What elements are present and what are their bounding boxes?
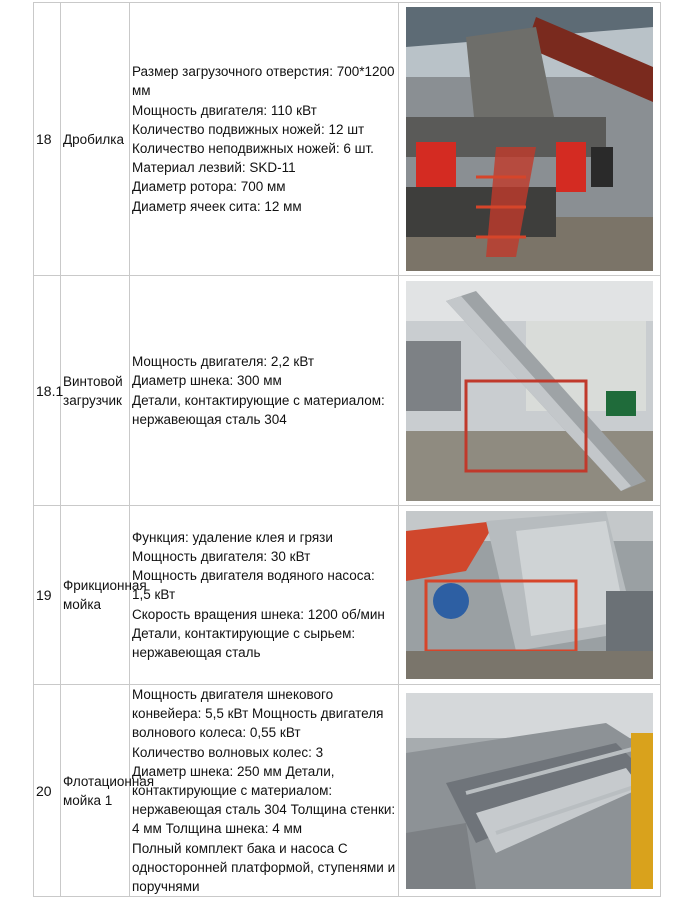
- spec-line: Количество неподвижных ножей: 6 шт.: [132, 141, 374, 156]
- spec-line: Мощность двигателя шнекового конвейера: 5,5 кВт Мощность двигателя волнового колеса: 0,55 кВт: [132, 687, 384, 741]
- flotation-tank-photo: [406, 693, 653, 889]
- equipment-name: Флотационная мойка 1: [61, 685, 130, 897]
- spec-line: Материал лезвий: SKD-11: [132, 160, 296, 176]
- equipment-name: Винтовой загрузчик: [61, 276, 130, 506]
- equipment-specs: [130, 685, 399, 897]
- spec-line: Размер загрузочного отверстия: 700*1200 мм: [132, 64, 395, 99]
- friction-washer-photo: [406, 511, 653, 679]
- spec-line: Мощность двигателя водяного насоса: 1,5 кВт: [132, 568, 375, 603]
- table-row: [34, 685, 661, 897]
- spec-line: Мощность двигателя: 110 кВт: [132, 102, 317, 118]
- crusher-photo: [406, 7, 653, 271]
- spec-line: Скорость вращения шнека: 1200 об/мин: [132, 606, 385, 622]
- spec-line: Диаметр ячеек сита: 12 мм: [132, 198, 302, 214]
- equipment-name: Дробилка: [61, 3, 130, 276]
- spec-line: Функция: удаление клея и грязи: [132, 529, 333, 545]
- table-row: [34, 276, 661, 506]
- equipment-table: [33, 2, 661, 897]
- spec-line: Количество волновых колес: 3: [132, 744, 324, 760]
- equipment-specs: [130, 3, 399, 276]
- spec-line: Диаметр шнека: 300 мм: [132, 373, 282, 389]
- equipment-photo-cell: [399, 3, 661, 276]
- spec-line: Детали, контактирующие с материалом: нержавеющая сталь 304: [132, 392, 385, 427]
- equipment-photo-cell: [399, 276, 661, 506]
- equipment-photo-cell: [399, 506, 661, 685]
- spec-line: Мощность двигателя: 2,2 кВт: [132, 354, 315, 370]
- spec-line: Детали, контактирующие с сырьем: нержавеющая сталь: [132, 625, 356, 660]
- spec-line: Полный комплект бака и насоса С односторонней платформой, ступенями и поручнями: [132, 840, 396, 895]
- spec-line: Диаметр шнека: 250 мм Детали, контактирующие с материалом: нержавеющая сталь 304 Толщина стенки: 4 мм Толщина шнека: 4 мм: [132, 763, 396, 837]
- spec-line: Мощность двигателя: 30 кВт: [132, 548, 311, 564]
- equipment-name: Фрикционная мойка: [61, 506, 130, 685]
- row-number: 19: [34, 506, 61, 685]
- table-row: [34, 506, 661, 685]
- row-number: 20: [34, 685, 61, 897]
- screw-loader-photo: [406, 281, 653, 501]
- equipment-specs: [130, 276, 399, 506]
- row-number: 18: [34, 3, 61, 276]
- spec-line: Количество подвижных ножей: 12 шт: [132, 121, 365, 137]
- equipment-specs: [130, 506, 399, 685]
- spec-line: Диаметр ротора: 700 мм: [132, 179, 286, 195]
- row-number: 18.1: [34, 276, 61, 506]
- table-row: [34, 3, 661, 276]
- equipment-photo-cell: [399, 685, 661, 897]
